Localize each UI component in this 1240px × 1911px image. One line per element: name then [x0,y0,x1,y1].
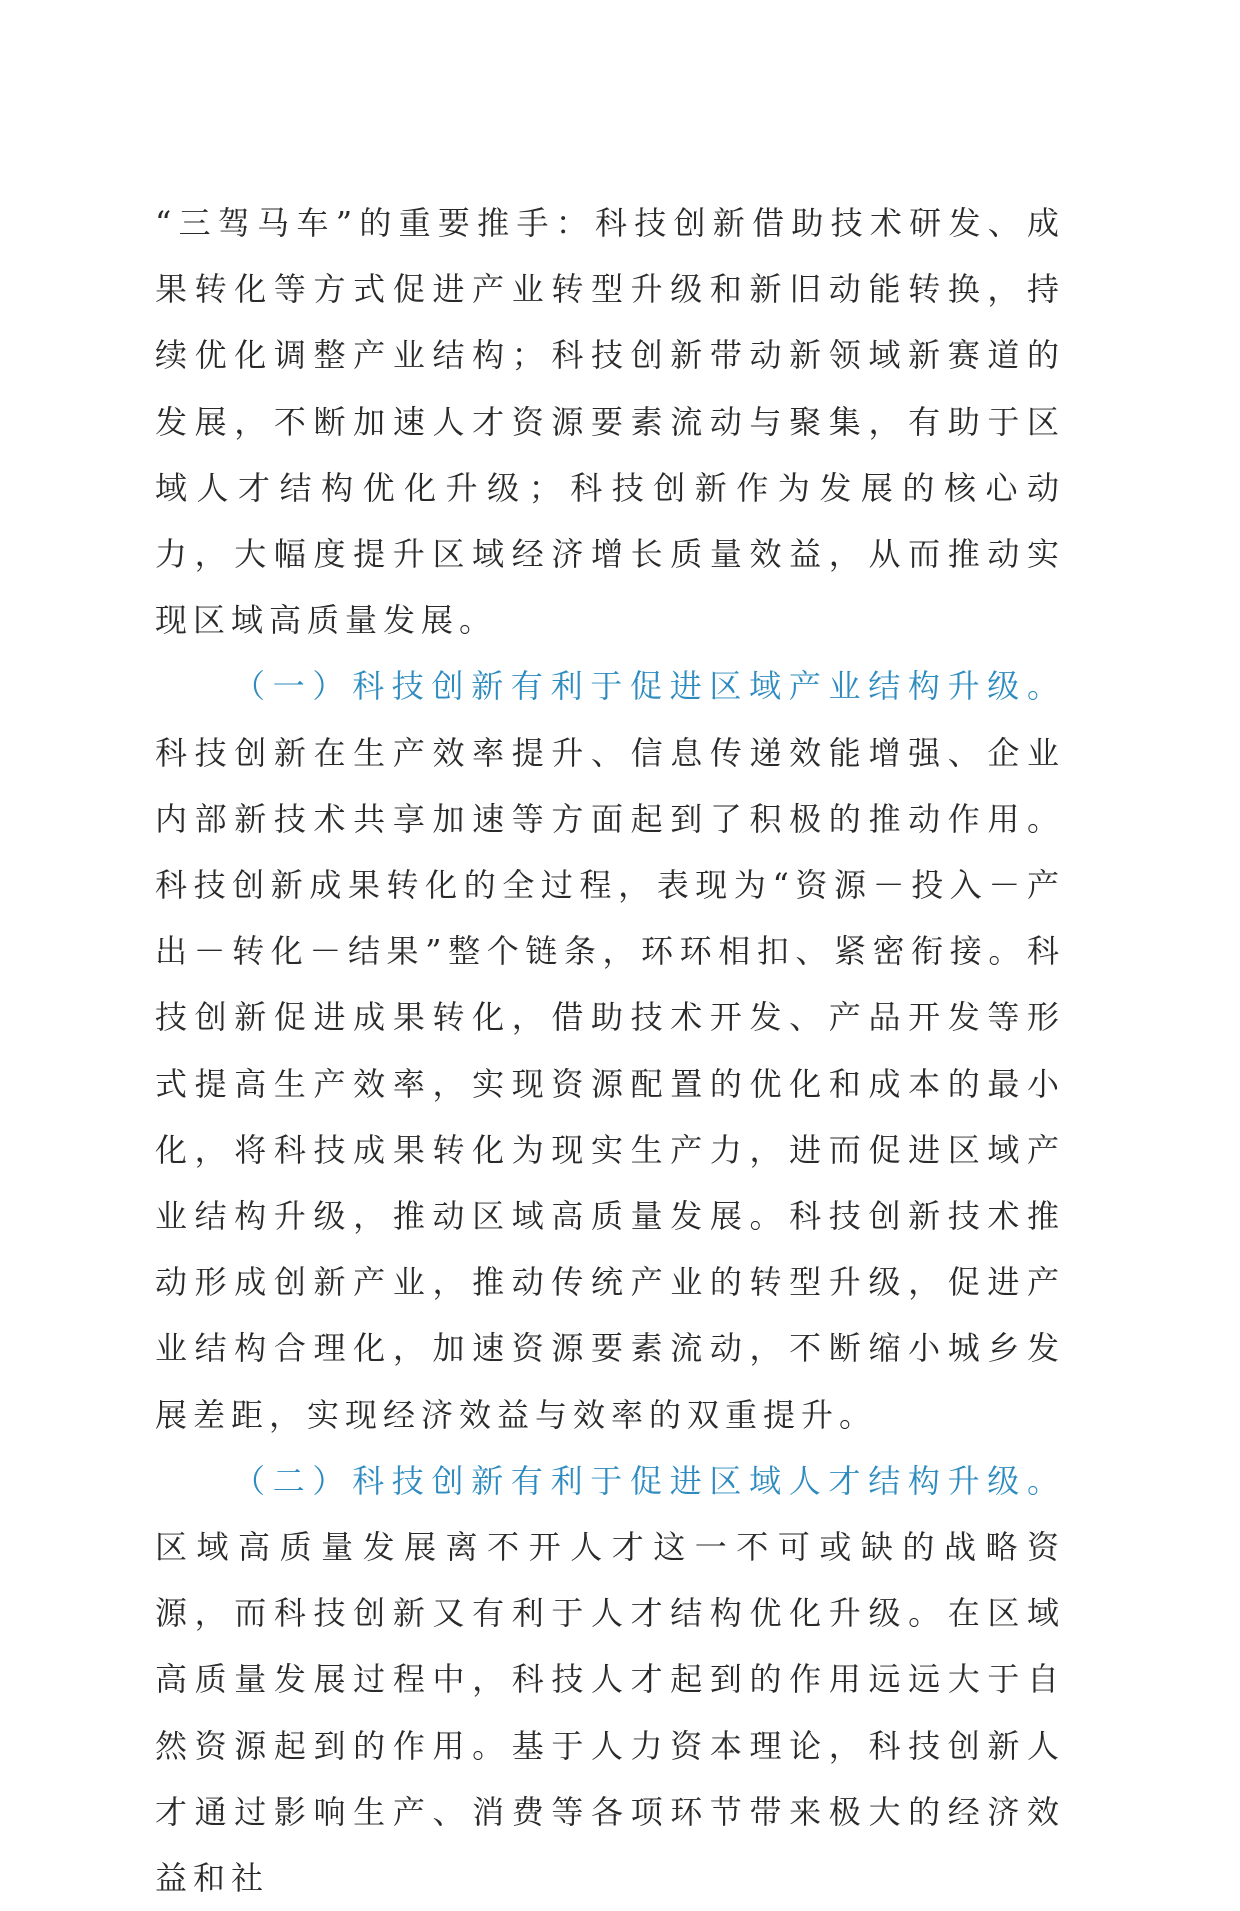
paragraph-section-1 [155,653,1065,1447]
document-body [155,190,1065,1911]
paragraph-body: “三驾马车”的重要推手：科技创新借助技术研发、成果转化等方式促进产业转型升级和新旧动能转换，持续优化调整产业结构；科技创新带动新领域新赛道的发展，不断加速人才资源要素流动与聚集，有助于区域人才结构优化升级；科技创新作为发展的核心动力，大幅度提升区域经济增长质量效益，从而推动实现区域高质量发展。 [155,204,1065,640]
paragraph-body: 区域高质量发展离不开人才这一不可或缺的战略资源，而科技创新又有利于人才结构优化升级。在区域高质量发展过程中，科技人才起到的作用远远大于自然资源起到的作用。基于人力资本理论，科技创新人才通过影响生产、消费等各项环节带来极大的经济效益和社 [155,1528,1065,1898]
paragraph-body: 科技创新在生产效率提升、信息传递效能增强、企业内部新技术共享加速等方面起到了积极的推动作用。科技创新成果转化的全过程，表现为“资源－投入－产出－转化－结果”整个链条，环环相扣、紧密衔接。科技创新促进成果转化，借助技术开发、产品开发等形式提高生产效率，实现资源配置的优化和成本的最小化，将科技成果转化为现实生产力，进而促进区域产业结构升级，推动区域高质量发展。科技创新技术推动形成创新产业，推动传统产业的转型升级，促进产业结构合理化，加速资源要素流动，不断缩小城乡发展差距，实现经济效益与效率的双重提升。 [155,733,1065,1434]
paragraph-section-2 [155,1448,1065,1911]
section-heading: （一）科技创新有利于促进区域产业结构升级。 [233,667,1065,706]
paragraph-intro-continued [155,190,1065,653]
section-heading: （二）科技创新有利于促进区域人才结构升级。 [233,1461,1065,1500]
